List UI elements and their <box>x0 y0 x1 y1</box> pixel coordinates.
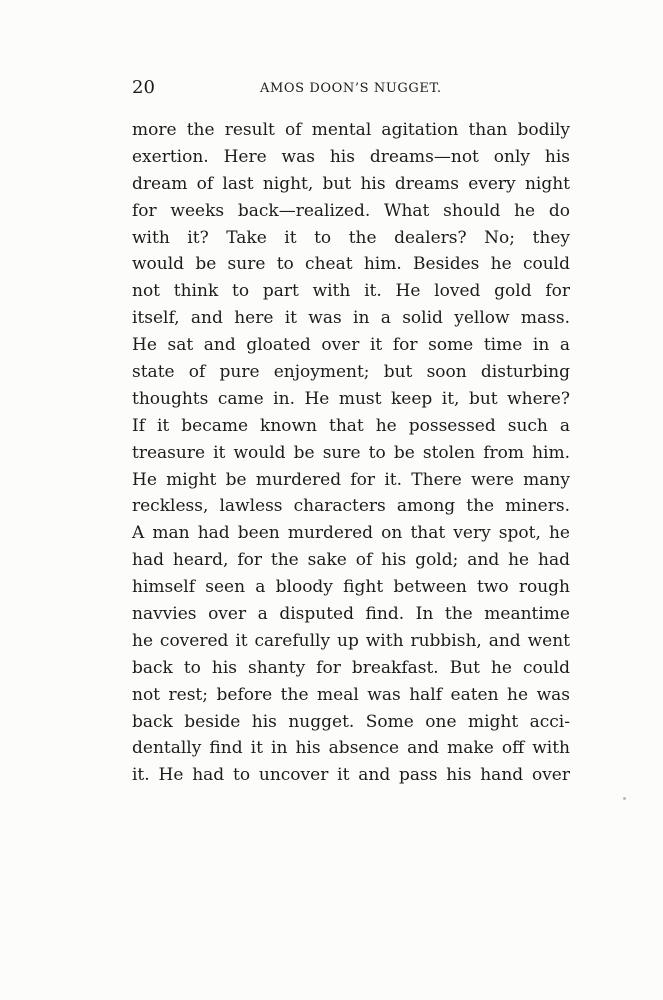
running-title: AMOS DOON’S NUGGET. <box>260 81 442 96</box>
text-line: it. He had to uncover it and pass his hand over <box>132 765 570 786</box>
text-line: dentally find it in his absence and make off with <box>132 738 570 759</box>
paper-speck <box>623 797 626 800</box>
text-line: would be sure to cheat him. Besides he could <box>132 254 570 275</box>
text-line: he covered it carefully up with rubbish, and went <box>132 630 570 651</box>
text-line: for weeks back—realized. What should he do <box>132 200 570 221</box>
text-line: navvies over a disputed find. In the meantime <box>132 604 570 625</box>
text-line: not rest; before the meal was half eaten he was <box>132 684 570 705</box>
text-line: He sat and gloated over it for some time in a <box>132 335 570 356</box>
body-text <box>132 117 570 789</box>
text-line: thoughts came in. He must keep it, but where? <box>132 388 570 409</box>
text-line: with it? Take it to the dealers? No; they <box>132 227 570 248</box>
text-line: itself, and here it was in a solid yellow mass. <box>132 308 570 329</box>
text-line: not think to part with it. He loved gold for <box>132 281 570 302</box>
running-header <box>132 76 570 100</box>
text-line: dream of last night, but his dreams every night <box>132 173 570 194</box>
text-line: A man had been murdered on that very spot, he <box>132 523 570 544</box>
text-line: treasure it would be sure to be stolen from him. <box>132 442 570 463</box>
text-line: back beside his nugget. Some one might acci- <box>132 711 570 732</box>
text-line: more the result of mental agitation than bodily <box>132 120 570 140</box>
text-line: himself seen a bloody fight between two rough <box>132 577 570 598</box>
text-line: had heard, for the sake of his gold; and he had <box>132 550 570 571</box>
text-line: reckless, lawless characters among the miners. <box>132 496 570 517</box>
text-line: back to his shanty for breakfast. But he could <box>132 657 570 678</box>
text-line: He might be murdered for it. There were many <box>132 469 570 490</box>
page-number: 20 <box>132 77 155 98</box>
text-line: exertion. Here was his dreams—not only his <box>132 146 570 167</box>
text-line: If it became known that he possessed such a <box>132 415 570 436</box>
text-line: state of pure enjoyment; but soon disturbing <box>132 362 570 383</box>
